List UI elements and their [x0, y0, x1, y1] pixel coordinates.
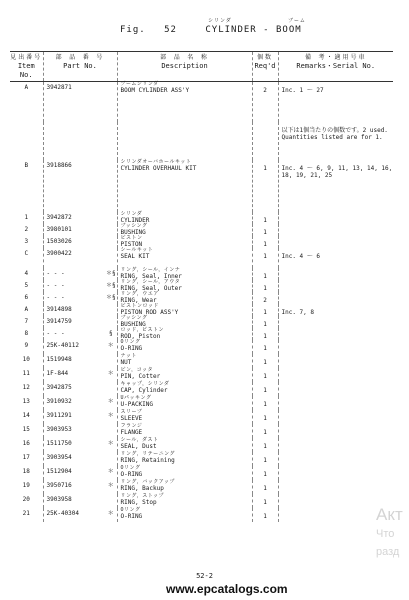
replacement-mark: ＊§: [105, 293, 116, 301]
description-en: CYLINDER OVERHAUL KIT: [120, 164, 197, 172]
item-number: 2: [24, 225, 29, 233]
quantity: 1: [252, 438, 278, 452]
replacement-mark: ＊: [107, 481, 114, 489]
description-jp: Uパッキング: [120, 394, 152, 401]
description-cell: [117, 82, 252, 122]
replacement-mark: [105, 236, 117, 248]
replacement-mark: [105, 160, 117, 212]
table-row: [10, 304, 393, 316]
fig-number: 52: [164, 25, 177, 35]
part-number: 3914898: [43, 304, 105, 316]
replacement-mark: [105, 494, 117, 508]
item-number: 17: [22, 453, 30, 461]
part-number: - - -: [43, 268, 105, 280]
description-cell: [117, 292, 252, 304]
description-en: SLEEVE: [120, 414, 143, 422]
description-cell: [117, 248, 252, 268]
description-jp: シリンダ: [120, 210, 143, 217]
quantity: 1: [252, 268, 278, 280]
item-number: 12: [22, 383, 30, 391]
description-cell: [117, 382, 252, 396]
quantity: 1: [252, 382, 278, 396]
remarks: [278, 236, 393, 248]
remarks: [278, 316, 393, 328]
replacement-mark: [105, 382, 117, 396]
remarks: [278, 368, 393, 382]
description-cell: [117, 122, 252, 160]
table-row: [10, 466, 393, 480]
part-number: 1F-844: [43, 368, 105, 382]
fig-label: Fig.: [120, 25, 146, 35]
quantity: 1: [252, 424, 278, 438]
part-number: 1503026: [43, 236, 105, 248]
table-row: [10, 494, 393, 508]
table-row: [10, 292, 393, 304]
remarks: Inc. 1 ～ 27: [278, 82, 393, 122]
table-row: [10, 508, 393, 522]
description-jp: シリンダオーバホールキット: [120, 158, 192, 165]
description-jp: キャップ，シリンダ: [120, 380, 170, 387]
remarks: Inc. 7, 8: [278, 304, 393, 316]
table-row: [10, 224, 393, 236]
item-number: 14: [22, 411, 30, 419]
table-row: [10, 438, 393, 452]
item-number: 5: [24, 281, 29, 289]
remarks: [278, 354, 393, 368]
quantity: 1: [252, 368, 278, 382]
remarks: [278, 268, 393, 280]
description-cell: [117, 354, 252, 368]
item-number: A: [24, 305, 29, 313]
item-number: 20: [22, 495, 30, 503]
remarks: [278, 212, 393, 224]
remarks: [278, 452, 393, 466]
description-cell: [117, 224, 252, 236]
replacement-mark: §: [108, 329, 113, 337]
col-part-header: 部 品 番 号 Part No.: [43, 52, 117, 82]
quantity: 1: [252, 480, 278, 494]
description-en: BOOM CYLINDER ASS'Y: [120, 87, 190, 94]
item-number: 7: [24, 317, 29, 325]
remarks: 以下は1個当たりの個数です。2 used. Quantities listed are for 1.: [278, 122, 393, 160]
remarks: [278, 280, 393, 292]
quantity: 1: [252, 340, 278, 354]
replacement-mark: [105, 122, 117, 160]
description-jp: Oリング: [120, 338, 141, 345]
table-row: [10, 280, 393, 292]
item-number: B: [24, 161, 29, 169]
watermark-line-2: Что: [376, 528, 395, 540]
description-en: SEAL, Dust: [120, 442, 157, 450]
remarks: [278, 466, 393, 480]
remarks: [278, 382, 393, 396]
description-jp: シール，ダスト: [120, 436, 159, 443]
description-jp: リング，シール，アウタ: [120, 278, 181, 285]
description-jp: リング，バックアップ: [120, 478, 175, 485]
part-number: 3942871: [43, 82, 105, 122]
quantity: 1: [252, 354, 278, 368]
replacement-mark: ＊: [107, 369, 114, 377]
item-number: 18: [22, 467, 30, 475]
title-jp-1: シリンダ: [208, 18, 232, 24]
description-cell: [117, 466, 252, 480]
part-number: 25K-40112: [43, 340, 105, 354]
description-cell: [117, 508, 252, 522]
part-number: - - -: [43, 328, 105, 340]
item-number: 1: [24, 213, 29, 221]
quantity: 1: [252, 316, 278, 328]
description-cell: [117, 268, 252, 280]
replacement-mark: [105, 452, 117, 466]
quantity: 2: [252, 292, 278, 304]
description-en: PISTON: [120, 240, 143, 248]
quantity: 2: [252, 82, 278, 122]
watermark-line-1: Акт: [376, 505, 403, 524]
parts-table-body: [10, 82, 393, 522]
replacement-mark: ＊: [107, 439, 114, 447]
description-en: PIN, Cotter: [120, 372, 161, 380]
part-number: 1511750: [43, 438, 105, 452]
quantity: 1: [252, 160, 278, 212]
description-jp: リング，シール，インナ: [120, 266, 181, 273]
description-en: O-RING: [120, 344, 143, 352]
catalog-url[interactable]: www.epcatalogs.com: [166, 582, 288, 596]
description-en: RING, Stop: [120, 498, 157, 506]
description-en: CYLINDER: [120, 216, 150, 224]
description-cell: [117, 160, 252, 212]
part-number: - - -: [43, 292, 105, 304]
table-row: [10, 82, 393, 122]
part-number: 3942875: [43, 382, 105, 396]
description-en: FLANGE: [120, 428, 143, 436]
watermark-line-3: разд: [376, 546, 400, 558]
table-row: [10, 328, 393, 340]
description-jp: ピストンロッド: [120, 302, 159, 309]
description-en: ROD, Piston: [120, 332, 161, 340]
quantity: 1: [252, 494, 278, 508]
description-jp: リング，リテーニング: [120, 450, 176, 457]
quantity: 1: [252, 466, 278, 480]
col-desc-header: 部 品 名 称 Description: [117, 52, 252, 82]
description-cell: [117, 236, 252, 248]
description-en: BUSHING: [120, 320, 146, 328]
part-number: 25K-40304: [43, 508, 105, 522]
description-cell: [117, 280, 252, 292]
quantity: 1: [252, 452, 278, 466]
table-row: [10, 354, 393, 368]
page-title: CYLINDER - BOOM: [205, 25, 302, 35]
table-row: [10, 480, 393, 494]
remarks: [278, 480, 393, 494]
quantity: 1: [252, 236, 278, 248]
quantity: 1: [252, 328, 278, 340]
item-number: 16: [22, 439, 30, 447]
figure-heading: [120, 25, 302, 35]
table-row: [10, 160, 393, 212]
remarks: [278, 410, 393, 424]
quantity: 1: [252, 280, 278, 292]
item-number: 13: [22, 397, 30, 405]
item-number: [10, 122, 43, 160]
remarks: Inc. 4 ～ 6, 9, 11, 13, 14, 16, 18, 19, 21, 25: [278, 160, 393, 212]
quantity: [252, 122, 278, 160]
parts-table: [10, 51, 393, 522]
item-number: C: [24, 249, 29, 257]
part-number: 3903953: [43, 424, 105, 438]
col-item-header: 見出番号 Item No.: [10, 52, 43, 82]
description-cell: [117, 410, 252, 424]
description-en: O-RING: [120, 512, 143, 520]
quantity: 1: [252, 304, 278, 316]
part-number: 3903954: [43, 452, 105, 466]
item-number: A: [24, 84, 29, 91]
description-cell: [117, 368, 252, 382]
remarks: [278, 224, 393, 236]
part-number: [43, 122, 105, 160]
description-jp: シールキット: [120, 246, 154, 253]
table-row: [10, 396, 393, 410]
item-number: 8: [24, 329, 29, 337]
table-header: [10, 52, 393, 82]
remarks: [278, 292, 393, 304]
part-number: 1519948: [43, 354, 105, 368]
description-en: SEAL KIT: [120, 252, 150, 260]
description-cell: [117, 212, 252, 224]
replacement-mark: ＊: [107, 467, 114, 475]
title-jp-2: ブーム: [288, 18, 306, 24]
remarks: [278, 438, 393, 452]
replacement-mark: ＊: [107, 397, 114, 405]
part-number: - - -: [43, 280, 105, 292]
description-cell: [117, 424, 252, 438]
table-row: [10, 236, 393, 248]
quantity: 1: [252, 396, 278, 410]
description-jp: フランジ: [120, 422, 143, 429]
description-en: RING, Seal, Inner: [120, 272, 182, 280]
replacement-mark: [105, 248, 117, 268]
description-jp: ブッシング: [120, 314, 148, 321]
description-en: NUT: [120, 358, 132, 366]
replacement-mark: [105, 316, 117, 328]
replacement-mark: [105, 212, 117, 224]
description-jp: ナット: [120, 352, 137, 359]
quantity: 1: [252, 508, 278, 522]
table-row: [10, 122, 393, 160]
part-number: 3911291: [43, 410, 105, 424]
description-jp: ピン，コッタ: [120, 366, 154, 373]
description-cell: [117, 396, 252, 410]
description-en: RING, Wear: [120, 296, 157, 304]
part-number: 3980101: [43, 224, 105, 236]
item-number: 10: [22, 355, 30, 363]
table-row: [10, 212, 393, 224]
description-jp: ブームシリンダ: [120, 81, 159, 87]
description-en: CAP, Cylinder: [120, 386, 168, 394]
description-jp: リング，ストップ: [120, 492, 165, 499]
remarks: [278, 396, 393, 410]
quantity: 1: [252, 248, 278, 268]
description-cell: [117, 316, 252, 328]
part-number: 3914759: [43, 316, 105, 328]
description-cell: [117, 452, 252, 466]
description-jp: ブッシング: [120, 222, 148, 229]
description-jp: Oリング: [120, 506, 141, 513]
replacement-mark: ＊§: [105, 269, 116, 277]
item-number: 15: [22, 425, 30, 433]
part-number: 3910932: [43, 396, 105, 410]
table-row: [10, 340, 393, 354]
item-number: 3: [24, 237, 29, 245]
table-row: [10, 410, 393, 424]
item-number: 11: [22, 369, 30, 377]
description-jp: リング，ウエア: [120, 290, 159, 297]
description-en: RING, Seal, Outer: [120, 284, 182, 292]
item-number: 21: [22, 509, 30, 517]
part-number: 3903958: [43, 494, 105, 508]
table-row: [10, 424, 393, 438]
description-jp: ロッド，ピストン: [120, 326, 164, 333]
part-number: 3918866: [43, 160, 105, 212]
replacement-mark: ＊: [107, 341, 114, 349]
replacement-mark: [105, 82, 117, 122]
table-row: [10, 382, 393, 396]
description-cell: [117, 480, 252, 494]
replacement-mark: ＊§: [105, 281, 116, 289]
description-en: O-RING: [120, 470, 143, 478]
table-row: [10, 316, 393, 328]
replacement-mark: [105, 354, 117, 368]
item-number: 4: [24, 269, 29, 277]
description-en: BUSHING: [120, 228, 146, 236]
table-row: [10, 248, 393, 268]
remarks: [278, 340, 393, 354]
replacement-mark: [105, 424, 117, 438]
part-number: 3900422: [43, 248, 105, 268]
description-cell: [117, 328, 252, 340]
remarks: [278, 328, 393, 340]
part-number: 3950716: [43, 480, 105, 494]
col-remarks-header: 備 考・適用号車 Remarks・Serial No.: [278, 52, 393, 82]
table-row: [10, 368, 393, 382]
replacement-mark: ＊: [107, 509, 114, 517]
quantity: 1: [252, 224, 278, 236]
page-number: 52-2: [196, 572, 213, 580]
remarks: Inc. 4 ～ 6: [278, 248, 393, 268]
description-cell: [117, 340, 252, 354]
description-cell: [117, 438, 252, 452]
description-cell: [117, 304, 252, 316]
description-en: RING, Backup: [120, 484, 164, 492]
description-cell: [117, 494, 252, 508]
description-jp: Oリング: [120, 464, 141, 471]
col-qty-header: 個数 Req'd: [252, 52, 278, 82]
replacement-mark: ＊: [107, 411, 114, 419]
description-jp: ピストン: [120, 234, 143, 241]
remarks: [278, 424, 393, 438]
replacement-mark: [105, 224, 117, 236]
item-number: 19: [22, 481, 30, 489]
part-number: 1512904: [43, 466, 105, 480]
quantity: 1: [252, 410, 278, 424]
description-jp: スリーブ: [120, 408, 143, 415]
table-row: [10, 268, 393, 280]
item-number: 9: [24, 341, 29, 349]
part-number: 3942872: [43, 212, 105, 224]
item-number: 6: [24, 293, 29, 301]
description-en: PISTON ROD ASS'Y: [120, 308, 179, 316]
quantity: 1: [252, 212, 278, 224]
table-row: [10, 452, 393, 466]
description-en: U-PACKING: [120, 400, 154, 408]
description-en: RING, Retaining: [120, 456, 175, 464]
replacement-mark: [105, 304, 117, 316]
